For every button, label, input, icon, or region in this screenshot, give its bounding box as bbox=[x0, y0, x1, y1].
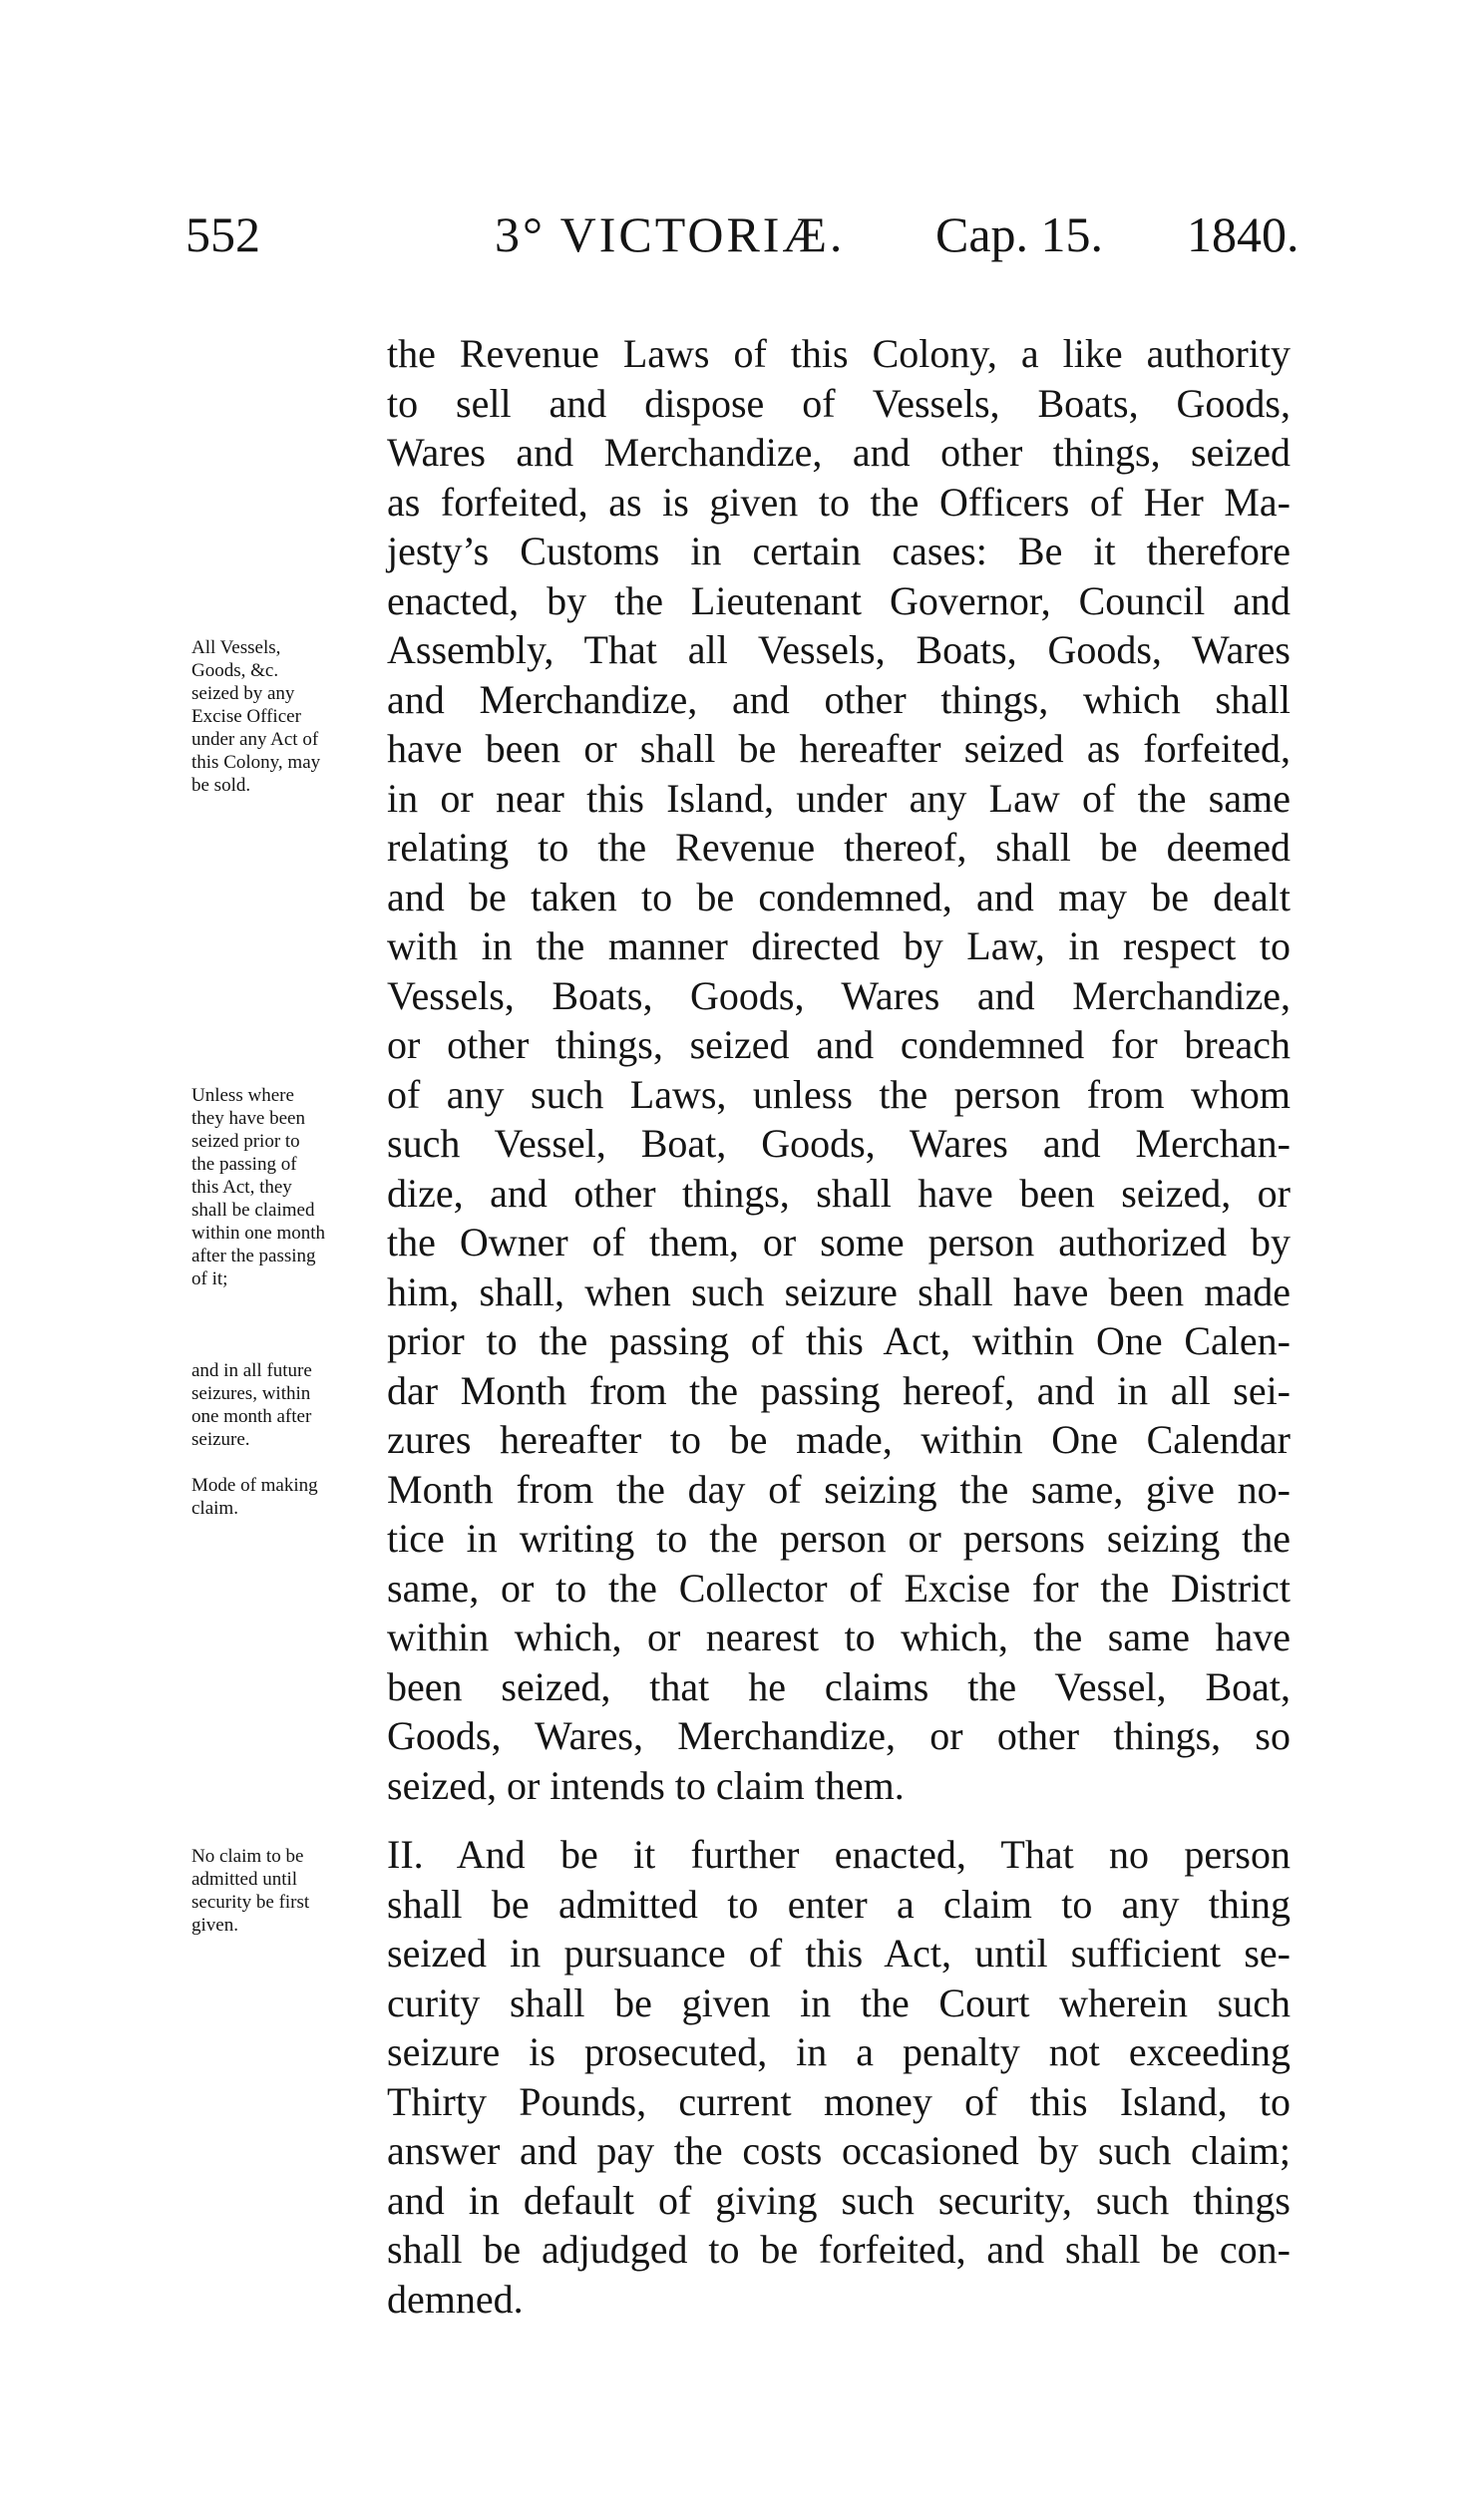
year: 1840. bbox=[1187, 206, 1299, 262]
body-line: Wares and Merchandize, and other things, seized bbox=[387, 430, 1291, 475]
margin-note-line: one month after bbox=[191, 1406, 312, 1427]
body-line: have been or shall be hereafter seized as forfeited, bbox=[387, 726, 1291, 771]
section-2-body bbox=[387, 1830, 1291, 2324]
section-1-body bbox=[387, 329, 1291, 1810]
body-line: and Merchandize, and other things, which shall bbox=[387, 676, 1291, 722]
body-line: been seized, that he claims the Vessel, Boat, bbox=[387, 1663, 1291, 1709]
chapter-number: Cap. 15. bbox=[935, 206, 1104, 262]
margin-note-line: after the passing bbox=[191, 1246, 316, 1266]
body-line: Vessels, Boats, Goods, Wares and Merchandize, bbox=[387, 972, 1291, 1018]
margin-note-line: they have been bbox=[191, 1108, 305, 1129]
body-line: and in default of giving such security, such things bbox=[387, 2177, 1291, 2223]
margin-note-line: All Vessels, bbox=[191, 637, 281, 658]
body-line: tice in writing to the person or persons seizing the bbox=[387, 1516, 1291, 1561]
body-line: enacted, by the Lieutenant Governor, Council and bbox=[387, 577, 1291, 623]
margin-note-line: seized prior to bbox=[191, 1131, 300, 1152]
body-line: as forfeited, as is given to the Officers of Her Ma- bbox=[387, 479, 1291, 525]
margin-note-line: claim. bbox=[191, 1498, 238, 1519]
body-line: shall be adjudged to be forfeited, and shall be con- bbox=[387, 2227, 1291, 2272]
margin-note-claim-within-month bbox=[191, 1084, 381, 1290]
margin-note-line: Goods, &c. bbox=[191, 660, 279, 681]
margin-note-line: be sold. bbox=[191, 775, 251, 796]
body-line: to sell and dispose of Vessels, Boats, Goods, bbox=[387, 380, 1291, 426]
margin-note-line: within one month bbox=[191, 1223, 326, 1244]
body-line: jesty’s Customs in certain cases: Be it therefore bbox=[387, 529, 1291, 573]
margin-note-line: Excise Officer bbox=[191, 706, 301, 727]
margin-note-line: this Act, they bbox=[191, 1177, 292, 1198]
body-line: Month from the day of seizing the same, give no- bbox=[387, 1466, 1291, 1512]
margin-note-future-seizures bbox=[191, 1359, 381, 1451]
body-line: of any such Laws, unless the person from whom bbox=[387, 1071, 1291, 1117]
margin-note-line: this Colony, may bbox=[191, 752, 321, 773]
margin-note-line: of it; bbox=[191, 1268, 228, 1289]
act-title: 3° VICTORIÆ. bbox=[495, 206, 846, 262]
body-line: seizure is prosecuted, in a penalty not exceeding bbox=[387, 2029, 1291, 2074]
body-line: demned. bbox=[387, 2276, 524, 2322]
body-line: Thirty Pounds, current money of this Island, to bbox=[387, 2078, 1291, 2124]
body-line: seized in pursuance of this Act, until sufficient se- bbox=[387, 1931, 1291, 1976]
margin-note-line: shall be claimed bbox=[191, 1200, 315, 1221]
body-line: and be taken to be condemned, and may be dealt bbox=[387, 874, 1291, 919]
body-line: II. And be it further enacted, That no person bbox=[387, 1832, 1291, 1877]
margin-note-line: seizures, within bbox=[191, 1383, 311, 1404]
margin-note-security bbox=[191, 1845, 381, 1937]
page-number: 552 bbox=[185, 206, 260, 262]
body-line: answer and pay the costs occasioned by such claim; bbox=[387, 2128, 1291, 2173]
body-line: or other things, seized and condemned for breach bbox=[387, 1022, 1291, 1067]
margin-note-line: Unless where bbox=[191, 1085, 294, 1106]
margin-note-line: security be first bbox=[191, 1892, 310, 1913]
body-line: the Revenue Laws of this Colony, a like authority bbox=[387, 331, 1291, 376]
margin-note-line: the passing of bbox=[191, 1154, 297, 1175]
body-line: prior to the passing of this Act, within One Calen- bbox=[387, 1318, 1291, 1363]
margin-note-mode-of-claim bbox=[191, 1474, 381, 1520]
margin-note-line: given. bbox=[191, 1915, 238, 1936]
body-line: such Vessel, Boat, Goods, Wares and Merchan- bbox=[387, 1121, 1291, 1166]
body-line: curity shall be given in the Court wherein such bbox=[387, 1980, 1291, 2025]
body-line: with in the manner directed by Law, in respect to bbox=[387, 923, 1291, 968]
body-line: zures hereafter to be made, within One Calendar bbox=[387, 1417, 1291, 1462]
body-line: Assembly, That all Vessels, Boats, Goods, Wares bbox=[387, 627, 1291, 672]
body-line: dar Month from the passing hereof, and in all sei- bbox=[387, 1367, 1291, 1413]
body-line: within which, or nearest to which, the same have bbox=[387, 1615, 1291, 1659]
body-line: him, shall, when such seizure shall have been made bbox=[387, 1268, 1291, 1314]
body-line: shall be admitted to enter a claim to any thing bbox=[387, 1881, 1291, 1927]
margin-note-line: seized by any bbox=[191, 683, 295, 704]
body-line: the Owner of them, or some person authorized by bbox=[387, 1220, 1291, 1264]
margin-note-line: under any Act of bbox=[191, 729, 319, 750]
body-line: Goods, Wares, Merchandize, or other things, so bbox=[387, 1713, 1291, 1758]
margin-note-vessels-sold bbox=[191, 636, 381, 797]
margin-note-line: admitted until bbox=[191, 1869, 298, 1890]
body-line: seized, or intends to claim them. bbox=[387, 1762, 905, 1808]
margin-note-line: and in all future bbox=[191, 1360, 312, 1381]
margin-note-line: No claim to be bbox=[191, 1846, 304, 1867]
body-line: dize, and other things, shall have been seized, or bbox=[387, 1170, 1291, 1216]
body-line: same, or to the Collector of Excise for the District bbox=[387, 1565, 1291, 1611]
margin-note-line: Mode of making bbox=[191, 1475, 318, 1496]
body-line: in or near this Island, under any Law of the same bbox=[387, 775, 1291, 821]
margin-note-line: seizure. bbox=[191, 1429, 250, 1450]
body-line: relating to the Revenue thereof, shall be deemed bbox=[387, 825, 1291, 870]
